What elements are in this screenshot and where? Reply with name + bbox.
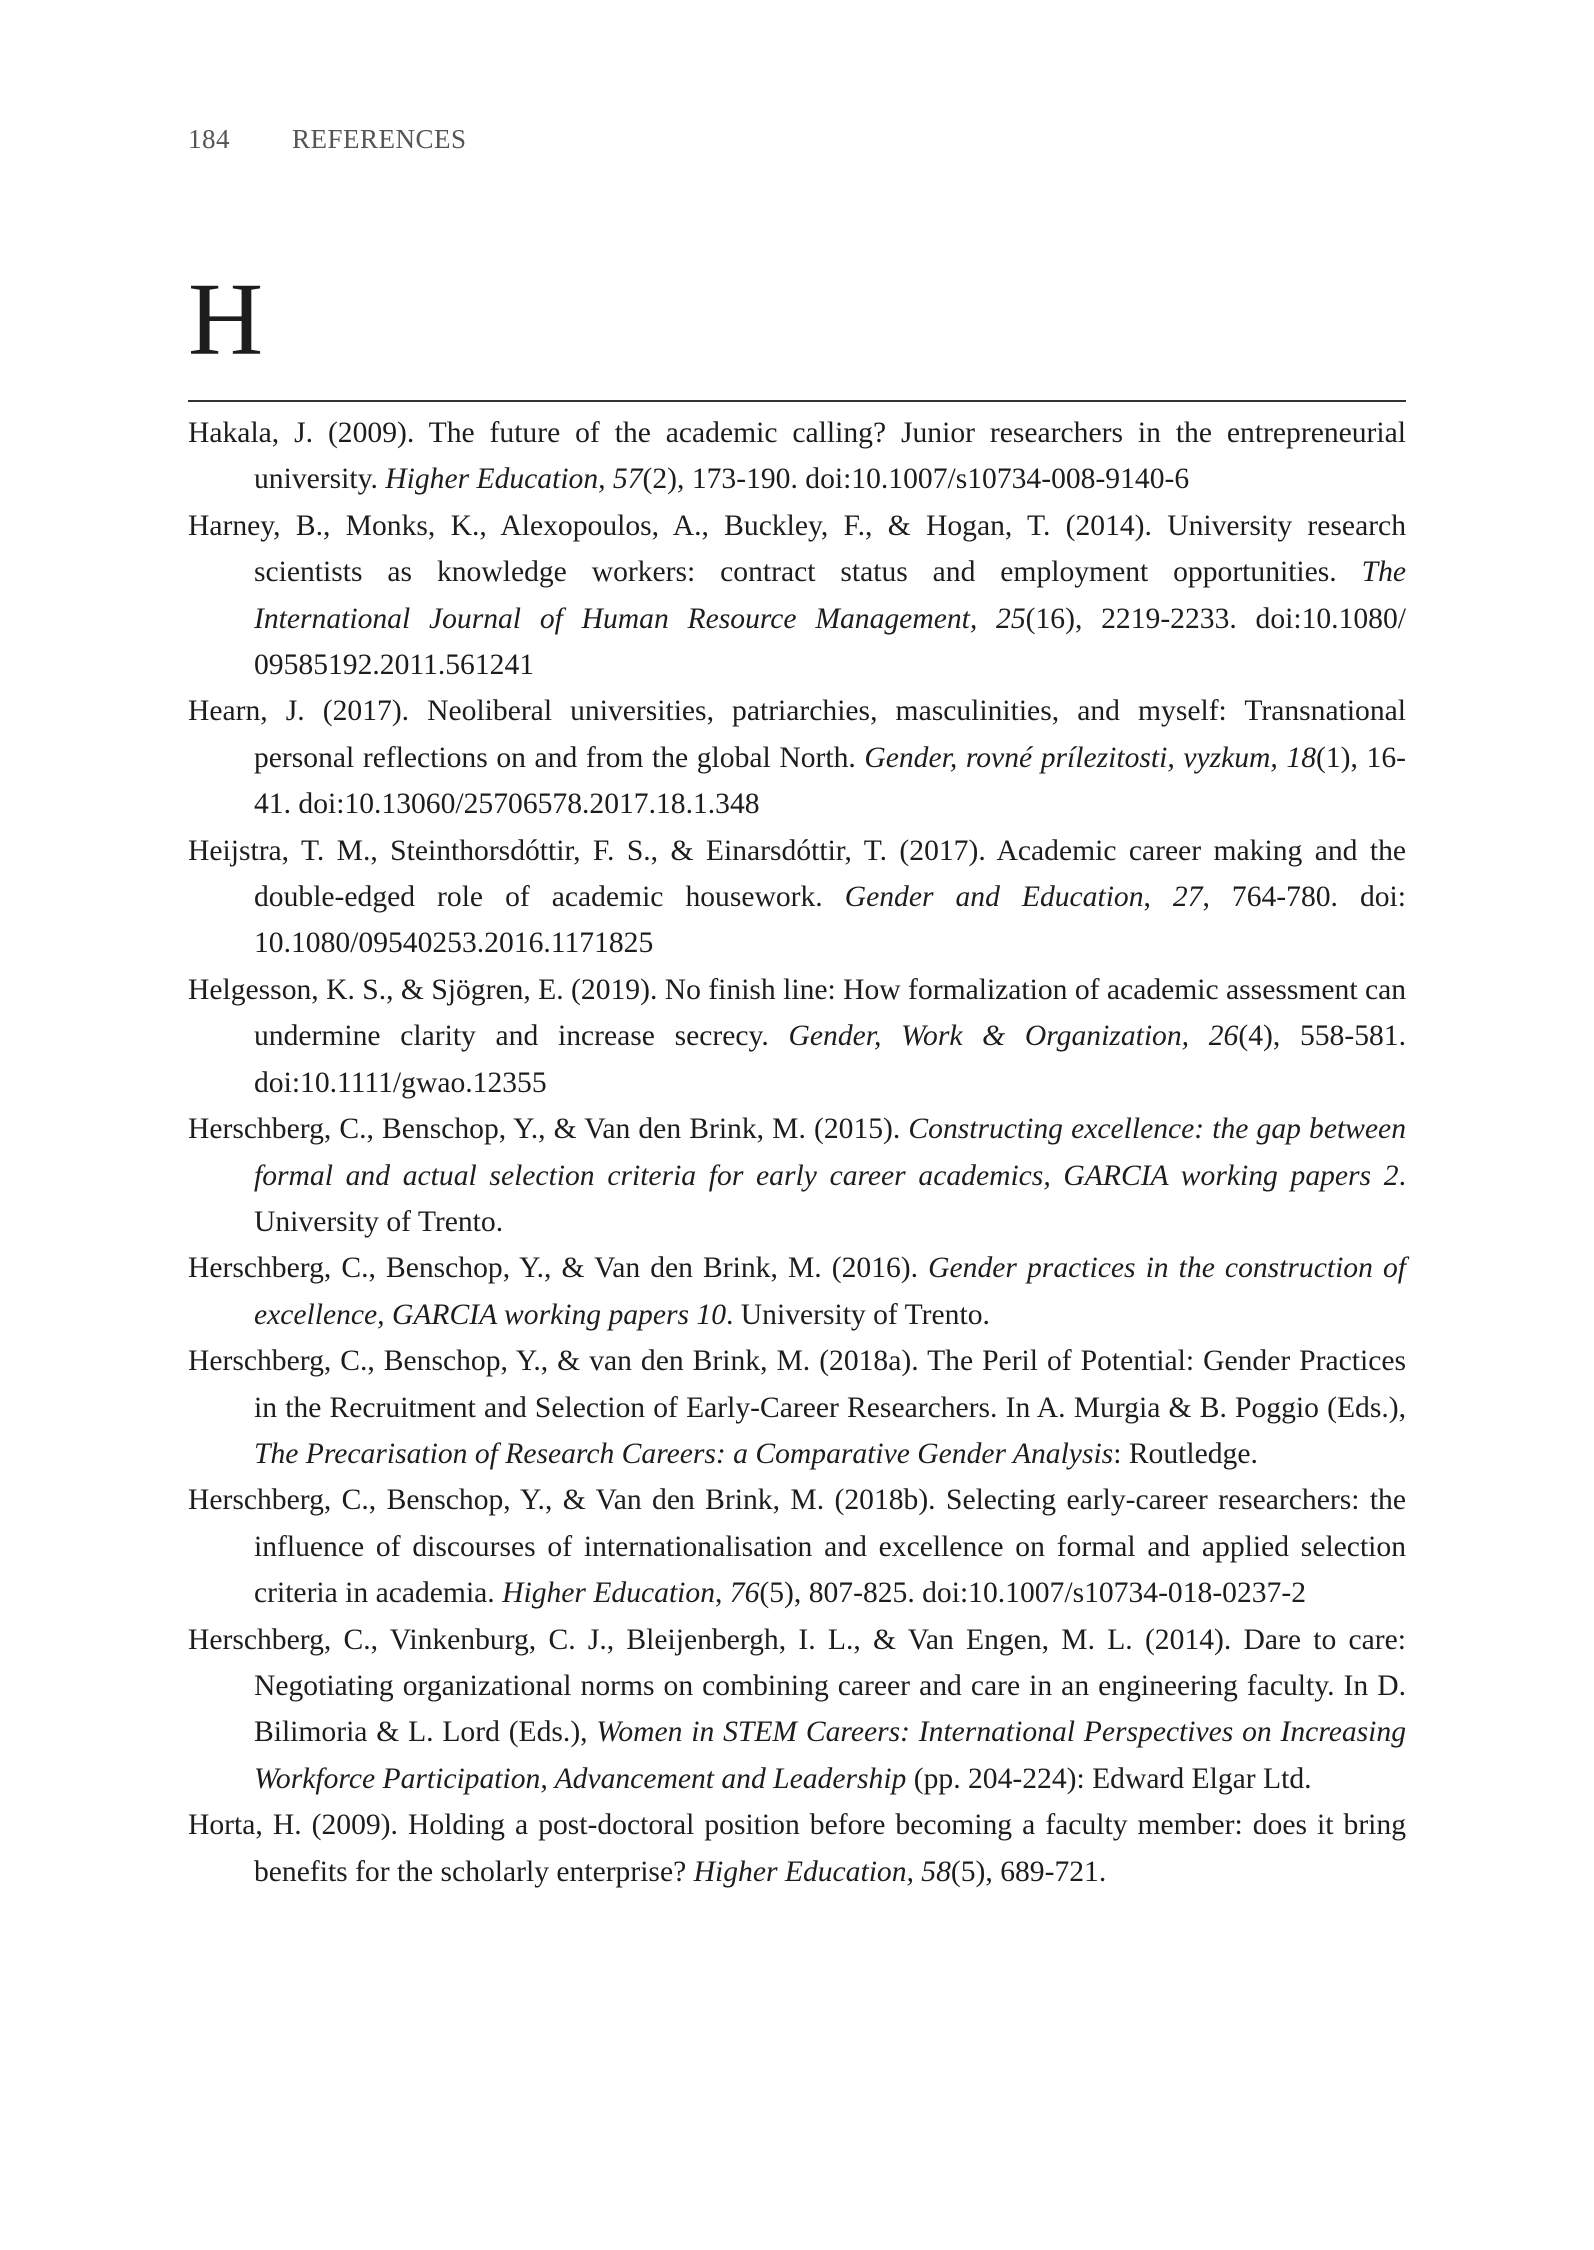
reference-entry [188,1802,1406,1895]
reference-italic-text: Gender, Work & Organization, 26 [788,1020,1239,1053]
reference-italic-text: Higher Education, 57 [385,463,643,496]
reference-text: (4), 558-581. doi:10.1111/gwao.12355 [254,1020,1407,1099]
reference-text: Herschberg, C., Benschop, Y., & Van den Brink, M. (2015). [188,1113,909,1146]
reference-text: , [1143,881,1173,914]
reference-italic-text: Higher Education [502,1577,715,1610]
reference-text: Herschberg, C., Benschop, Y., & Van den Brink, M. (2016). [188,1252,929,1285]
reference-entry [188,1245,1406,1338]
reference-entry [188,828,1406,967]
reference-entry [188,1617,1406,1803]
reference-italic-text: Gender practices in the construction of excellence, GARCIA working papers 10 [254,1252,1406,1331]
running-header [188,124,467,155]
reference-italic-text: Gender and Education [844,881,1144,914]
reference-text: (pp. 204-224): Edward Elgar Ltd. [906,1762,1312,1795]
reference-text: Harney, B., Monks, K., Alexopoulos, A., Buckley, F., & Hogan, T. (2014). University research scientists as knowledge workers: contract status and employment opportunities. [188,509,1406,589]
reference-text: : Routledge. [1113,1437,1258,1470]
reference-list [188,410,1406,1895]
reference-text: (5), 807-825. doi:10.1007/s10734-018-0237-2 [759,1577,1307,1610]
reference-entry [188,503,1406,689]
reference-italic-text: Women in STEM Careers: International Perspectives on Increasing Workforce Participation, Advancement and Leadership [254,1716,1407,1795]
reference-italic-text: Gender, rovné prílezitosti, vyzkum, 18 [864,741,1317,774]
reference-text: Heijstra, T. M., Steinthorsdóttir, F. S., & Einarsdóttir, T. (2017). Academic career making and the double-edged role of academic housework. [188,834,1406,914]
reference-text: (5), 689-721. [950,1855,1107,1888]
reference-italic-text: 27 [1172,881,1203,914]
reference-entry [188,410,1406,503]
reference-text: Helgesson, K. S., & Sjögren, E. (2019). No finish line: How formalization of academic assessment can undermine clarity and increase secrecy. [188,973,1407,1053]
reference-text: , 764-780. doi: 10.1080/09540253.2016.1171825 [254,881,1406,960]
reference-text: (2), 173-190. doi:10.1007/s10734-008-9140-6 [642,463,1190,496]
reference-text: . University of Trento. [726,1298,990,1331]
reference-text: Horta, H. (2009). Holding a post-doctoral position before becoming a faculty member: does it bring benefits for the scholarly enterprise? [188,1809,1406,1888]
reference-text: , [715,1577,730,1610]
reference-text: Hakala, J. (2009). The future of the academic calling? Junior researchers in the entrepreneurial university. [188,417,1406,496]
reference-text: (16), 2219-2233. doi:10.1080/ 09585192.2011.561241 [254,602,1406,682]
reference-entry [188,688,1406,827]
reference-text: . University of Trento. [254,1159,1406,1238]
reference-entry [188,1106,1406,1245]
reference-text: Herschberg, C., Vinkenburg, C. J., Bleijenbergh, I. L., & Van Engen, M. L. (2014). Dare to care: Negotiating organizational norms on combining career and care in an engineering faculty. In D. Bilimoria & L. Lord (Eds.), [188,1623,1406,1749]
running-header-title: REFERENCES [292,124,467,154]
reference-text: Hearn, J. (2017). Neoliberal universities, patriarchies, masculinities, and myself: Transnational personal reflections on and from the global North. [188,695,1406,774]
reference-italic-text: The International Journal of Human Resource Management, 25 [254,556,1406,635]
reference-italic-text: Higher Education, 58 [693,1855,951,1888]
reference-text: Herschberg, C., Benschop, Y., & van den Brink, M. (2018a). The Peril of Potential: Gender Practices in the Recruitment and Selection of Early-Career Researchers. In A. Murgia & B. Poggio (Eds.), [188,1345,1406,1424]
section-divider [188,400,1406,402]
reference-italic-text: 76 [729,1577,760,1610]
reference-entry [188,1477,1406,1616]
reference-italic-text: The Precarisation of Research Careers: a Comparative Gender Analysis [254,1437,1114,1470]
reference-entry [188,1338,1406,1477]
reference-italic-text: Constructing excellence: the gap between formal and actual selection criteria for early career academics, GARCIA working papers 2 [254,1113,1406,1192]
reference-text: Herschberg, C., Benschop, Y., & Van den Brink, M. (2018b). Selecting early-career researchers: the influence of discourses of internationalisation and excellence on formal and applied selection criteria in academia. [188,1484,1406,1610]
section-letter-heading: H [188,262,264,377]
reference-entry [188,967,1406,1106]
reference-text: (1), 16-41. doi:10.13060/25706578.2017.18.1.348 [254,741,1406,821]
page-number: 184 [188,124,230,154]
